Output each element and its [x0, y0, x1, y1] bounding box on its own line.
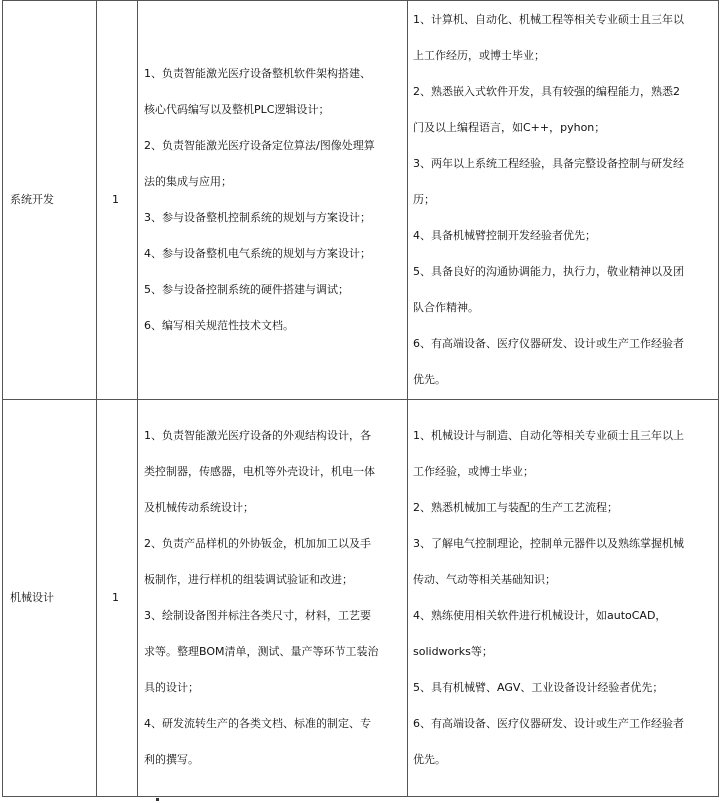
- requirement-line: 2、熟悉嵌入式软件开发，具有较强的编程能力，熟悉2: [413, 85, 680, 98]
- requirement-line: solidworks等；: [413, 645, 493, 658]
- table-row: [3, 400, 719, 797]
- responsibility-line: 6、编写相关规范性技术文档。: [144, 319, 294, 332]
- requirement-line: 1、机械设计与制造、自动化等相关专业硕士且三年以上: [413, 429, 684, 442]
- requirement-line: 工作经验，或博士毕业；: [413, 465, 534, 478]
- job-title-cell: [3, 1, 97, 400]
- requirement-line: 2、熟悉机械加工与装配的生产工艺流程；: [413, 501, 618, 514]
- responsibility-line: 板制作，进行样机的组装调试验证和改进；: [144, 573, 353, 586]
- page-edge-mark: [156, 798, 159, 801]
- responsibility-line: 5、参与设备控制系统的硬件搭建与调试；: [144, 283, 349, 296]
- requirement-line: 优先。: [413, 753, 446, 766]
- headcount: 1: [112, 591, 119, 604]
- requirement-line: 5、具有机械臂、AGV、工业设备设计经验者优先；: [413, 681, 664, 694]
- responsibility-line: 1、负责智能激光医疗设备整机软件架构搭建、: [144, 67, 371, 80]
- requirement-line: 优先。: [413, 373, 446, 386]
- responsibility-line: 类控制器，传感器，电机等外壳设计，机电一体: [144, 465, 375, 478]
- job-title: 系统开发: [10, 193, 54, 206]
- responsibility-line: 3、参与设备整机控制系统的规划与方案设计；: [144, 211, 371, 224]
- table-row: [3, 1, 719, 400]
- requirement-line: 6、有高端设备、医疗仪器研发、设计或生产工作经验者: [413, 717, 684, 730]
- responsibility-line: 具的设计；: [144, 681, 199, 694]
- requirement-line: 4、熟练使用相关软件进行机械设计，如autoCAD，: [413, 609, 667, 622]
- requirement-line: 6、有高端设备、医疗仪器研发、设计或生产工作经验者: [413, 337, 684, 350]
- headcount-cell: [97, 1, 138, 400]
- responsibilities-cell: [138, 400, 408, 797]
- responsibility-line: 2、负责智能激光医疗设备定位算法/图像处理算: [144, 139, 375, 152]
- responsibility-line: 法的集成与应用；: [144, 175, 232, 188]
- requirement-line: 历；: [413, 193, 435, 206]
- job-table-body: [3, 1, 719, 797]
- responsibility-line: 2、负责产品样机的外协钣金，机加加工以及手: [144, 537, 371, 550]
- job-title-cell: [3, 400, 97, 797]
- responsibility-line: 4、研发流转生产的各类文档、标准的制定、专: [144, 717, 371, 730]
- requirement-line: 4、具备机械臂控制开发经验者优先；: [413, 229, 596, 242]
- responsibility-line: 4、参与设备整机电气系统的规划与方案设计；: [144, 247, 371, 260]
- responsibility-line: 3、绘制设备图并标注各类尺寸，材料，工艺要: [144, 609, 371, 622]
- requirement-line: 1、计算机、自动化、机械工程等相关专业硕士且三年以: [413, 13, 684, 26]
- responsibility-line: 核心代码编写以及整机PLC逻辑设计；: [144, 103, 330, 116]
- headcount: 1: [112, 193, 119, 206]
- requirement-line: 队合作精神。: [413, 301, 479, 314]
- requirement-line: 传动、气动等相关基础知识；: [413, 573, 556, 586]
- requirements-cell: [408, 400, 719, 797]
- requirement-line: 3、了解电气控制理论，控制单元器件以及熟练掌握机械: [413, 537, 684, 550]
- requirement-line: 5、具备良好的沟通协调能力，执行力，敬业精神以及团: [413, 265, 684, 278]
- responsibility-line: 求等。整理BOM清单，测试、量产等环节工装治: [144, 645, 379, 658]
- responsibility-line: 及机械传动系统设计；: [144, 501, 254, 514]
- requirement-line: 上工作经历，或博士毕业；: [413, 49, 545, 62]
- job-table: [2, 0, 719, 797]
- responsibility-line: 利的撰写。: [144, 753, 199, 766]
- responsibilities-cell: [138, 1, 408, 400]
- responsibility-line: 1、负责智能激光医疗设备的外观结构设计，各: [144, 429, 371, 442]
- requirements-cell: [408, 1, 719, 400]
- job-title: 机械设计: [10, 591, 54, 604]
- headcount-cell: [97, 400, 138, 797]
- requirement-line: 3、两年以上系统工程经验，具备完整设备控制与研发经: [413, 157, 684, 170]
- requirement-line: 门及以上编程语言，如C++，pyhon；: [413, 121, 606, 134]
